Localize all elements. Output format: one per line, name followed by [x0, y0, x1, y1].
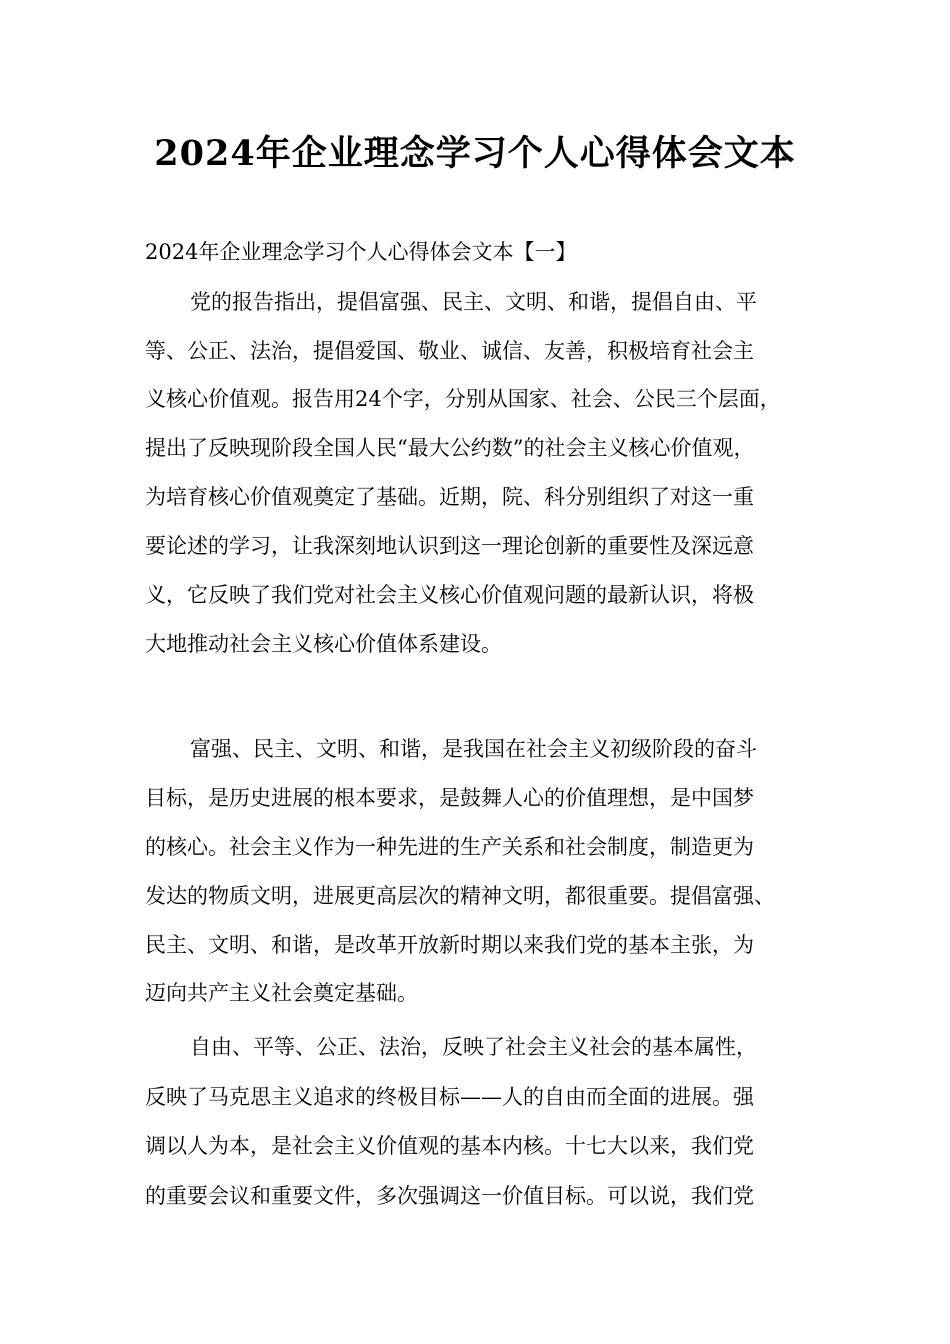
section-heading: 2024年企业理念学习个人心得体会文本【一】 — [145, 240, 577, 264]
paragraph-line: 要论述的学习，让我深刻地认识到这一理论创新的重要性及深远意 — [145, 534, 754, 558]
paragraph-line: 调以人为本，是社会主义价值观的基本内核。十七大以来，我们党 — [145, 1134, 754, 1158]
paragraph-line: 自由、平等、公正、法治，反映了社会主义社会的基本属性， — [190, 1035, 757, 1059]
paragraph-line: 反映了马克思主义追求的终极目标——人的自由而全面的进展。强 — [145, 1085, 754, 1109]
paragraph-line: 为培育核心价值观奠定了基础。近期，院、科分别组织了对这一重 — [145, 485, 754, 509]
paragraph-line: 等、公正、法治，提倡爱国、敬业、诚信、友善，积极培育社会主 — [145, 339, 754, 363]
paragraph-line: 提出了反映现阶段全国人民“最大公约数”的社会主义核心价值观， — [145, 436, 755, 460]
paragraph-line: 迈向共产主义社会奠定基础。 — [145, 981, 418, 1005]
document-title: 2024年企业理念学习个人心得体会文本 — [154, 133, 796, 174]
paragraph-line: 大地推动社会主义核心价值体系建设。 — [145, 632, 502, 656]
paragraph-line: 义核心价值观。报告用24个字，分别从国家、社会、公民三个层面， — [145, 387, 781, 411]
paragraph-line: 民主、文明、和谐，是改革开放新时期以来我们党的基本主张，为 — [145, 933, 754, 957]
paragraph-line: 目标，是历史进展的根本要求，是鼓舞人心的价值理想，是中国梦 — [145, 786, 754, 810]
paragraph-line: 富强、民主、文明、和谐，是我国在社会主义初级阶段的奋斗 — [190, 737, 757, 761]
paragraph-line: 的核心。社会主义作为一种先进的生产关系和社会制度，制造更为 — [145, 835, 754, 859]
paragraph-line: 义，它反映了我们党对社会主义核心价值观问题的最新认识，将极 — [145, 583, 754, 607]
paragraph-line: 发达的物质文明，进展更高层次的精神文明，都很重要。提倡富强、 — [145, 884, 775, 908]
paragraph-line: 的重要会议和重要文件，多次强调这一价值目标。可以说，我们党 — [145, 1184, 754, 1208]
paragraph-line: 党的报告指出，提倡富强、民主、文明、和谐，提倡自由、平 — [190, 290, 757, 314]
